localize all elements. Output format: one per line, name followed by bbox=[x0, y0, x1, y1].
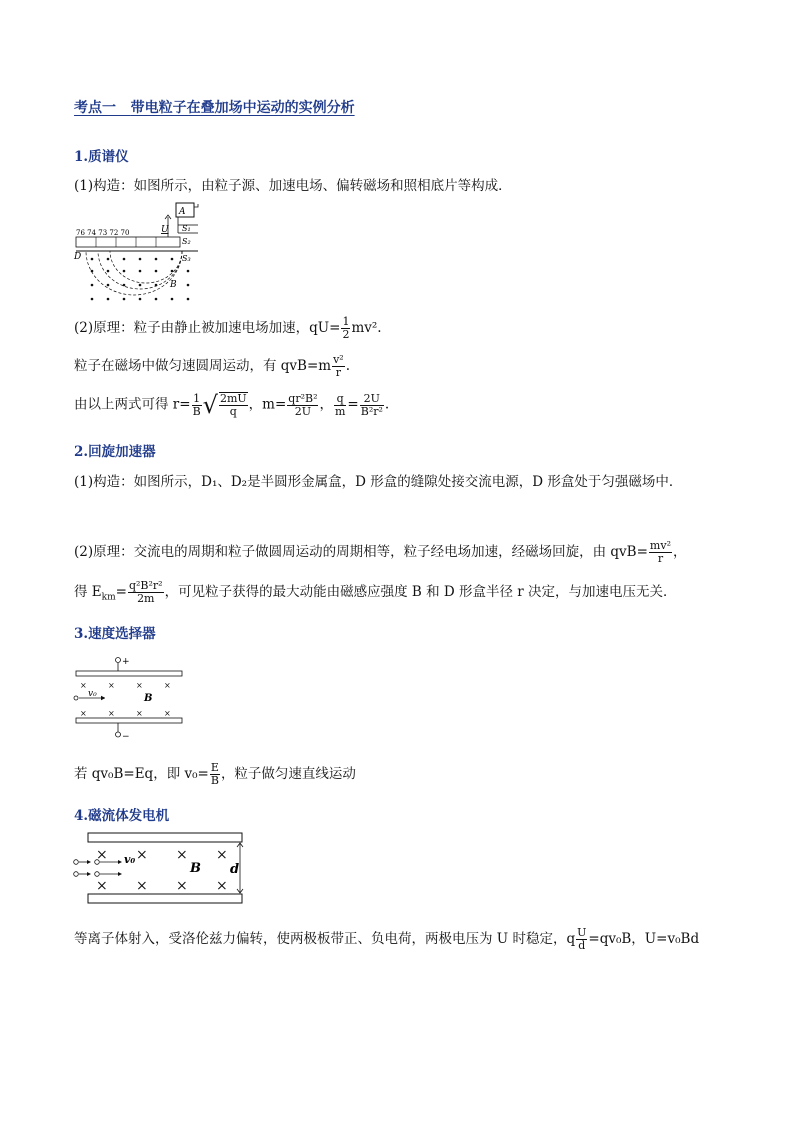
label-D: D bbox=[74, 252, 82, 262]
svg-text:×: × bbox=[176, 878, 188, 894]
svg-text:×: × bbox=[136, 878, 148, 894]
bottom-electrode bbox=[88, 894, 242, 903]
label-d: d bbox=[230, 862, 240, 877]
svg-text:×: × bbox=[216, 878, 228, 894]
label-S3: S₃ bbox=[182, 254, 191, 263]
field-crosses bbox=[96, 847, 228, 894]
mhd-generator-diagram bbox=[70, 830, 246, 908]
label-S2: S₂ bbox=[182, 237, 191, 246]
svg-text:×: × bbox=[108, 681, 115, 690]
trajectory-3 bbox=[110, 251, 182, 283]
source-connector bbox=[194, 204, 198, 207]
svg-text:×: × bbox=[96, 847, 108, 863]
minus-sign: − bbox=[122, 732, 130, 740]
fraction-v2-r: $\frac{\text{v²}}{r}$ bbox=[333, 353, 344, 379]
page-heading bbox=[74, 97, 355, 117]
mass-spectrometer-diagram bbox=[72, 199, 204, 305]
label-v0: v₀ bbox=[88, 689, 97, 699]
svg-text:×: × bbox=[96, 878, 108, 894]
svg-text:×: × bbox=[108, 709, 115, 718]
fraction-half: $\frac{1}{2}$ bbox=[342, 315, 350, 341]
particle bbox=[74, 696, 78, 700]
top-plate bbox=[76, 671, 182, 676]
section-2-title: 2.回旋加速器 bbox=[74, 444, 156, 460]
bottom-plate bbox=[76, 718, 182, 723]
section-1-line2: 粒子在磁场中做匀速圆周运动，有 qvB=m $\frac{\text{v²}}{r}$ . bbox=[74, 353, 351, 379]
section-2-line2: 得 $E_{km}=$ $\frac{\text{q²B²r²}}{2m}$ ，可见粒子获得的最大动能由磁感应强度 B 和 D 形盒半径 r 决定，与加速电压无关． bbox=[74, 579, 677, 605]
magnetic-field-dots bbox=[91, 258, 190, 301]
sqrt-sign: √ bbox=[202, 391, 218, 419]
svg-text:×: × bbox=[136, 847, 148, 863]
svg-text:×: × bbox=[80, 681, 87, 690]
photo-plate bbox=[76, 237, 180, 247]
section-3-text: 若 qv₀B=Eq，即 v₀= $\frac{E}{B}$ ，粒子做匀速直线运动 bbox=[74, 761, 356, 787]
plus-sign: + bbox=[122, 657, 130, 667]
section-1-line3: 由以上两式可得 r= $\frac{1}{B}$ √ $\frac{2mU}{q}$ ，m= $\frac{\text{qr²B²}}{2U}$ ， $\frac{q}{m}$ = $\frac{2U}{\text{B²r²}}$ . bbox=[74, 391, 390, 419]
section-1-construct: (1)构造：如图所示，由粒子源、加速电场、偏转磁场和照相底片等构成． bbox=[74, 178, 512, 194]
negative-terminal bbox=[116, 732, 121, 737]
section-2-construct: (1)构造：如图所示，D₁、D₂是半圆形金属盒，D 形盒的缝隙处接交流电源，D 形盒处于匀强磁场中． bbox=[74, 474, 683, 490]
section-2-principle: (2)原理：交流电的周期和粒子做圆周运动的周期相等，粒子经电场加速，经磁场回旋，由 qvB= $\frac{\text{mv²}}{r}$ ， bbox=[74, 539, 687, 565]
heading-title: 带电粒子在叠加场中运动的实例分析 bbox=[130, 100, 355, 116]
svg-text:×: × bbox=[176, 847, 188, 863]
plasma-arrows bbox=[79, 862, 120, 874]
svg-text:×: × bbox=[164, 681, 171, 690]
heading-label: 考点一 bbox=[74, 100, 116, 116]
svg-text:×: × bbox=[216, 847, 228, 863]
svg-text:×: × bbox=[136, 681, 143, 690]
top-electrode bbox=[88, 833, 242, 842]
label-A: A bbox=[179, 207, 186, 217]
positive-terminal bbox=[116, 658, 121, 663]
svg-text:×: × bbox=[136, 709, 143, 718]
field-crosses-bottom bbox=[80, 709, 171, 718]
label-S1: S₁ bbox=[182, 224, 191, 233]
svg-text:×: × bbox=[164, 709, 171, 718]
section-4-text: 等离子体射入，受洛伦兹力偏转，使两极板带正、负电荷，两极电压为 U 时稳定，q $\frac{U}{d}$ =qv₀B，U=v₀Bd bbox=[74, 926, 700, 952]
section-3-title: 3.速度选择器 bbox=[74, 626, 156, 642]
scale-numbers: 76 74 73 72 70 bbox=[76, 229, 130, 237]
velocity-selector-diagram bbox=[72, 654, 188, 740]
svg-text:×: × bbox=[80, 709, 87, 718]
trajectory-1 bbox=[86, 251, 182, 295]
section-4-title: 4.磁流体发电机 bbox=[74, 808, 170, 824]
section-1-title: 1.质谱仪 bbox=[74, 149, 129, 165]
section-1-principle: (2)原理：粒子由静止被加速电场加速，qU= $\frac{1}{2}$ mv². bbox=[74, 315, 382, 341]
label-U: U bbox=[161, 225, 169, 235]
label-B: B bbox=[190, 861, 201, 876]
label-B: B bbox=[144, 693, 153, 704]
label-v0: v₀ bbox=[124, 853, 136, 866]
label-B: B bbox=[170, 280, 177, 290]
